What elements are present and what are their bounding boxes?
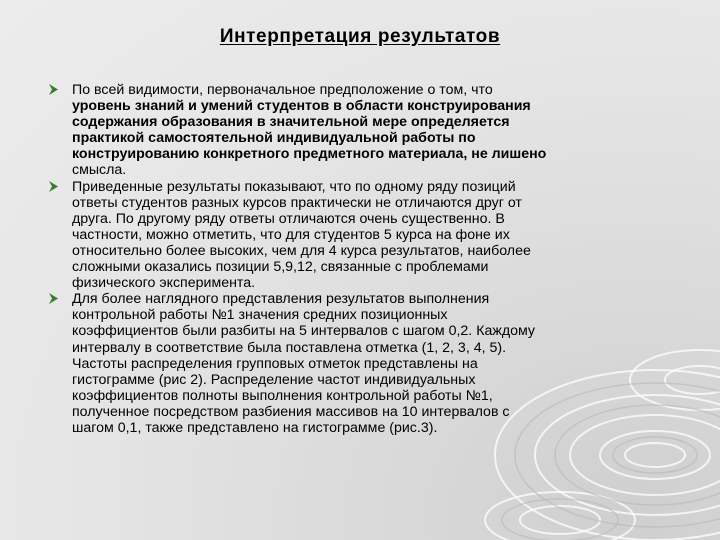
slide-title: Интерпретация результатов: [219, 26, 501, 47]
item-line: Приведенные результаты показывают, что по одному ряду позиций: [72, 178, 516, 195]
arrow-bullet-icon: [48, 180, 59, 193]
item-line: полученное посредством разбиения массивов на 10 интервалов с: [72, 403, 510, 420]
item-line: практикой самостоятельной индивидуальной работы по: [72, 130, 476, 147]
item-line: интервалу в соответствие была поставлена отметка (1, 2, 3, 4, 5).: [72, 339, 507, 356]
item-line: контрольной работы №1 значения средних позиционных: [72, 307, 448, 324]
item-line: частности, можно отметить, что для студентов 5 курса на фоне их: [72, 226, 510, 243]
list-item: [48, 82, 688, 179]
list-item: [48, 179, 688, 292]
item-line: физического эксперимента.: [72, 275, 256, 292]
item-line: сложными оказались позиции 5,9,12, связанные с проблемами: [72, 259, 489, 276]
item-line: относительно более высоких, чем для 4 курса результатов, наиболее: [72, 242, 531, 259]
item-line: коэффициентов полноты выполнения контрольной работы №1,: [72, 387, 493, 404]
bullet-list: [48, 82, 688, 436]
item-line: ответы студентов разных курсов практически не отличаются друг от: [72, 194, 522, 211]
item-line: гистограмме (рис 2). Распределение частот индивидуальных: [72, 371, 476, 388]
list-item: [48, 291, 688, 436]
item-line: конструированию конкретного предметного материала, не лишено: [72, 146, 547, 163]
item-line: друга. По другому ряду ответы отличаются очень существенно. В: [72, 210, 505, 227]
item-line: содержания образования в значительной мере определяется: [72, 114, 510, 131]
item-line: уровень знаний и умений студентов в области конструирования: [72, 98, 531, 115]
item-line: шагом 0,1, также представлено на гистограмме (рис.3).: [72, 419, 438, 436]
item-line: смысла.: [72, 162, 127, 179]
item-line: коэффициентов были разбиты на 5 интервалов с шагом 0,2. Каждому: [72, 323, 536, 340]
arrow-bullet-icon: [48, 292, 59, 305]
item-line: Частоты распределения групповых отметок представлены на: [72, 355, 478, 372]
arrow-bullet-icon: [48, 83, 59, 96]
item-line: Для более наглядного представления результатов выполнения: [72, 291, 490, 308]
item-line: По всей видимости, первоначальное предположение о том, что: [72, 82, 493, 98]
